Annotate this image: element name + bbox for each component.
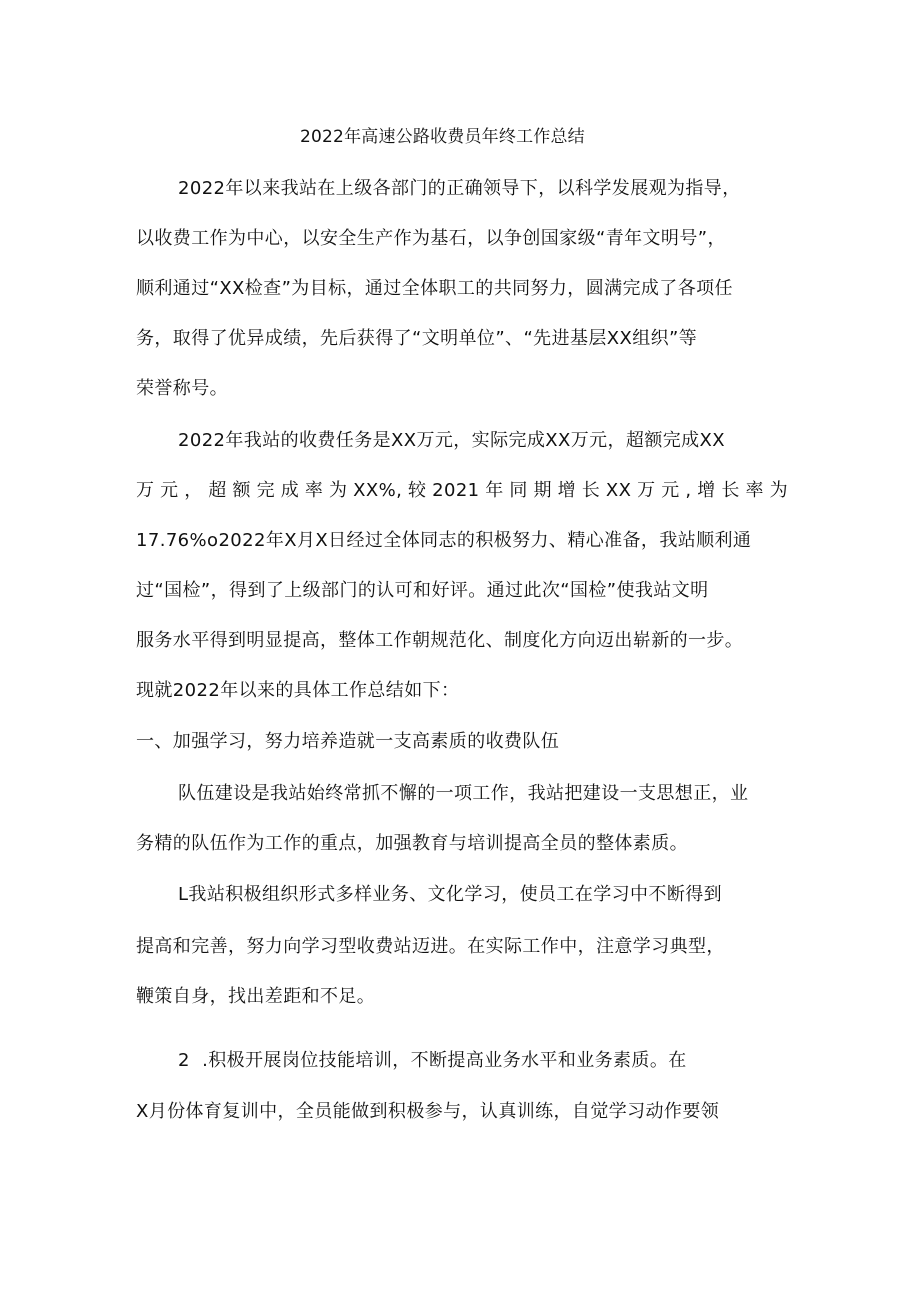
paragraph-2-line-2: 万元，超额完成率为XX%,较2021年同期增长XX万元,增长率为 xyxy=(136,480,788,501)
item-2-line-2: X月份体育复训中，全员能做到积极参与，认真训练，自觉学习动作要领 xyxy=(136,1101,720,1122)
paragraph-2-line-1: 2022年我站的收费任务是XX万元，实际完成XX万元，超额完成XX xyxy=(178,430,725,451)
paragraph-2-line-3: 17.76%o2022年X月X日经过全体同志的积极努力、精心准备，我站顺利通 xyxy=(136,530,752,551)
paragraph-2-line-4: 过“国检”，得到了上级部门的认可和好评。通过此次“国检”使我站文明 xyxy=(136,580,709,601)
paragraph-1-line-4: 务，取得了优异成绩，先后获得了“文明单位”、“先进基层XX组织”等 xyxy=(136,328,698,349)
paragraph-2-line-6: 现就2022年以来的具体工作总结如下： xyxy=(136,680,460,701)
paragraph-3-line-1: 队伍建设是我站始终常抓不懈的一项工作，我站把建设一支思想正，业 xyxy=(178,783,749,804)
item-1-line-3: 鞭策自身，找出差距和不足。 xyxy=(136,986,376,1007)
section-1-heading: 一、加强学习，努力培养造就一支高素质的收费队伍 xyxy=(136,731,560,752)
item-2-line-1: 2 .积极开展岗位技能培训，不断提高业务水平和业务素质。在 xyxy=(178,1050,687,1071)
document-title: 2022年高速公路收费员年终工作总结 xyxy=(300,127,585,147)
item-1-line-1: L我站积极组织形式多样业务、文化学习，使员工在学习中不断得到 xyxy=(178,884,723,905)
paragraph-1-line-2: 以收费工作为中心，以安全生产作为基石，以争创国家级“青年文明号”， xyxy=(136,228,726,249)
paragraph-3-line-2: 务精的队伍作为工作的重点，加强教育与培训提高全员的整体素质。 xyxy=(136,833,688,854)
paragraph-1-line-3: 顺利通过“XX检查”为目标，通过全体职工的共同努力，圆满完成了各项任 xyxy=(136,278,733,299)
paragraph-2-line-5: 服务水平得到明显提高，整体工作朝规范化、制度化方向迈出崭新的一步。 xyxy=(136,630,744,651)
paragraph-1-line-1: 2022年以来我站在上级各部门的正确领导下，以科学发展观为指导， xyxy=(178,178,741,199)
item-1-line-2: 提高和完善，努力向学习型收费站迈进。在实际工作中，注意学习典型， xyxy=(136,936,725,957)
paragraph-1-line-5: 荣誉称号。 xyxy=(136,378,228,399)
